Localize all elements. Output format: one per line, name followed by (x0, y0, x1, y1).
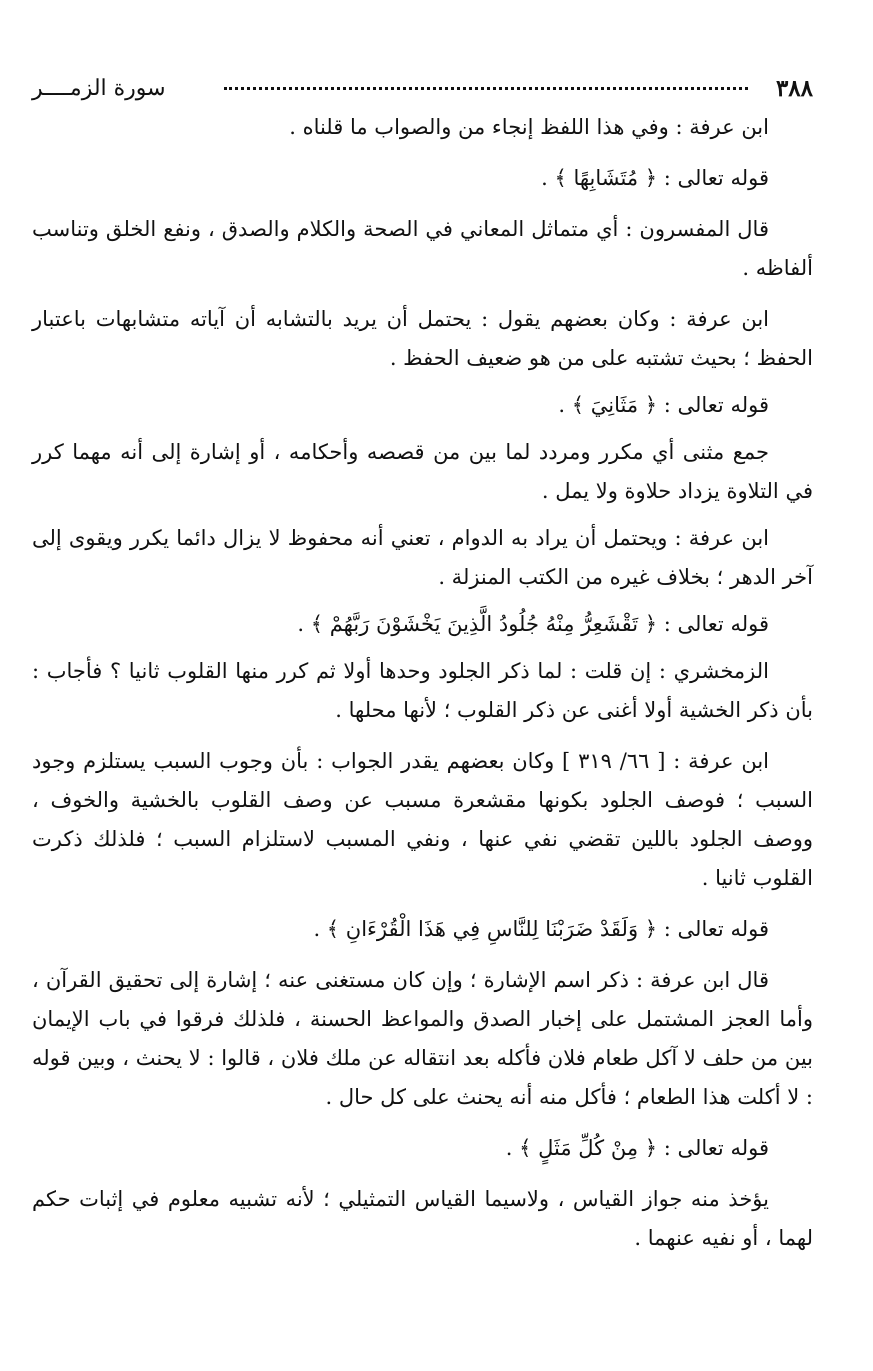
page-header (32, 70, 813, 108)
header-dotted-rule (224, 87, 748, 90)
verse-citation: قوله تعالى : ﴿ مَثَانِيَ ﴾ . (558, 393, 769, 417)
commentary-paragraph: قال المفسرون : أي متماثل المعاني في الصحة والكلام والصدق ، ونفع الخلق وتناسب ألفاظه . (32, 217, 813, 280)
surah-title: سورة الزمــــر (32, 75, 166, 101)
commentary-paragraph: ابن عرفة : وفي هذا اللفظ إنجاء من والصواب ما قلناه . (289, 115, 769, 139)
commentary-paragraph: ابن عرفة : وكان بعضهم يقول : يحتمل أن يريد بالتشابه أن آياته متشابهات باعتبار الحفظ ؛ بحيث تشتبه على من هو ضعيف الحفظ . (32, 307, 813, 370)
commentary-paragraph: قال ابن عرفة : ذكر اسم الإشارة ؛ وإن كان مستغنى عنه ؛ إشارة إلى تحقيق القرآن ، وأما العجز المشتمل على إخبار الصدق والمواعظ الحسنة ، فلذلك فرقوا في باب الإيمان بين من حلف لا آكل طعام فلان فأكله بعد انتقاله عن ملك فلان ، قالوا : لا يحنث ، وبين قوله : لا أكلت هذا الطعام ؛ فأكل منه أنه يحنث على كل حال . (32, 968, 813, 1109)
commentary-paragraph: ابن عرفة : [ ٦٦/ ٣١٩ ] وكان بعضهم يقدر الجواب : بأن وجوب السبب يستلزم وجود السبب ؛ فوصف الجلود بكونها مقشعرة مسبب عن وصف القلوب بالخشية والخوف ، ووصف الجلود باللين تقضي نفي عنها ، ونفي المسبب لاستلزام السبب ؛ فلذلك ذكرت القلوب ثانيا . (32, 749, 813, 890)
verse-citation: قوله تعالى : ﴿ وَلَقَدْ ضَرَبْنَا لِلنَّاسِ فِي هَذَا الْقُرْءَانِ ﴾ . (313, 917, 769, 941)
verse-citation: قوله تعالى : ﴿ مُتَشَابِهًا ﴾ . (541, 166, 769, 190)
page-body (32, 108, 813, 1258)
commentary-paragraph: ابن عرفة : ويحتمل أن يراد به الدوام ، تعني أنه محفوظ لا يزال دائما يكرر ويقوى إلى آخر الدهر ؛ بخلاف غيره من الكتب المنزلة . (32, 526, 813, 589)
page-number: ٣٨٨ (775, 74, 813, 102)
verse-citation: قوله تعالى : ﴿ مِنْ كُلِّ مَثَلٍ ﴾ . (505, 1136, 769, 1160)
commentary-paragraph: يؤخذ منه جواز القياس ، ولاسيما القياس التمثيلي ؛ لأنه تشبيه معلوم في إثبات حكم لهما ، أو نفيه عنهما . (32, 1187, 813, 1250)
commentary-paragraph: الزمخشري : إن قلت : لما ذكر الجلود وحدها أولا ثم كرر منها القلوب ثانيا ؟ فأجاب : بأن ذكر الخشية أولا أغنى عن ذكر القلوب ؛ لأنها محلها . (32, 659, 813, 722)
commentary-paragraph: جمع مثنى أي مكرر ومردد لما بين من قصصه وأحكامه ، أو إشارة إلى أنه مهما كرر في التلاوة يزداد حلاوة ولا يمل . (32, 440, 813, 503)
verse-citation: قوله تعالى : ﴿ تَقْشَعِرُّ مِنْهُ جُلُودُ الَّذِينَ يَخْشَوْنَ رَبَّهُمْ ﴾ . (297, 612, 769, 636)
